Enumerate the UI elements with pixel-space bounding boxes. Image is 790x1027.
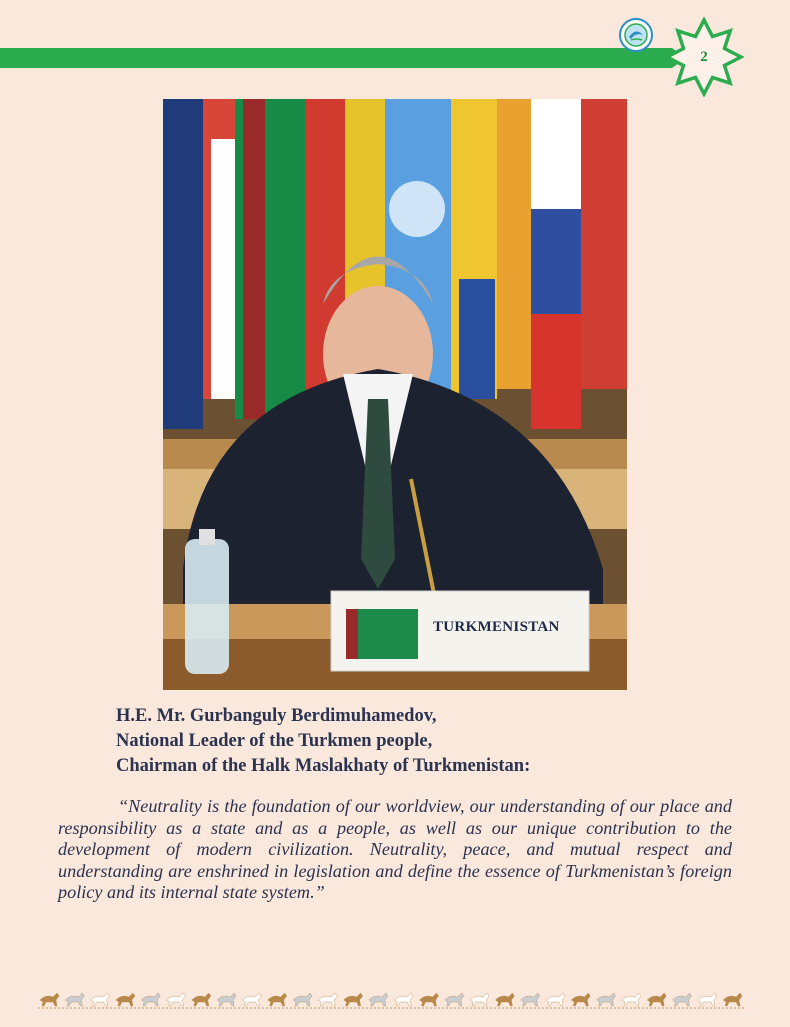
horse-icon — [40, 993, 59, 1006]
horse-icon — [647, 993, 666, 1006]
horse-icon — [445, 993, 464, 1006]
horse-icon — [268, 993, 287, 1006]
horse-icon — [420, 993, 439, 1006]
nameplate-label: TURKMENISTAN — [433, 619, 560, 635]
horse-icon — [673, 993, 692, 1006]
horse-icon — [91, 993, 110, 1006]
emblem-icon — [619, 18, 653, 52]
portrait-photo — [163, 99, 627, 690]
horse-icon — [141, 993, 160, 1006]
horse-icon — [470, 993, 489, 1006]
horse-icon — [495, 993, 514, 1006]
horse-icon — [521, 993, 540, 1006]
horse-icon — [217, 993, 236, 1006]
horse-icon — [394, 993, 413, 1006]
horse-icon — [293, 993, 312, 1006]
horse-icon — [698, 993, 717, 1006]
horse-icon — [571, 993, 590, 1006]
horse-frieze-border — [38, 988, 746, 1014]
horse-icon — [344, 993, 363, 1006]
horse-icon — [369, 993, 388, 1006]
caption-line-3: Chairman of the Halk Maslakhaty of Turkmenistan: — [116, 756, 531, 776]
caption — [116, 704, 530, 779]
horse-icon — [622, 993, 641, 1006]
horse-icon — [242, 993, 261, 1006]
horse-icon — [546, 993, 565, 1006]
horse-icon — [65, 993, 84, 1006]
horse-icon — [116, 993, 135, 1006]
horse-icon — [723, 993, 742, 1006]
page-number: 2 — [700, 48, 708, 65]
quote-paragraph: “Neutrality is the foundation of our worldview, our understanding of our place and responsibility as a state and as a people, as well as our unique contribution to the development of modern civilization. Neutrality, peace, and mutual respect and understanding are enshrined in legislation and define the essence of Turkmenistan’s foreign policy and its internal state system.” — [58, 796, 732, 902]
horse-icon — [318, 993, 337, 1006]
caption-line-2: National Leader of the Turkmen people, — [116, 731, 433, 751]
caption-line-1: H.E. Mr. Gurbanguly Berdimuhamedov, — [116, 706, 437, 726]
horse-icon — [597, 993, 616, 1006]
horse-icon — [167, 993, 186, 1006]
header-bar — [0, 48, 672, 68]
horse-icon — [192, 993, 211, 1006]
